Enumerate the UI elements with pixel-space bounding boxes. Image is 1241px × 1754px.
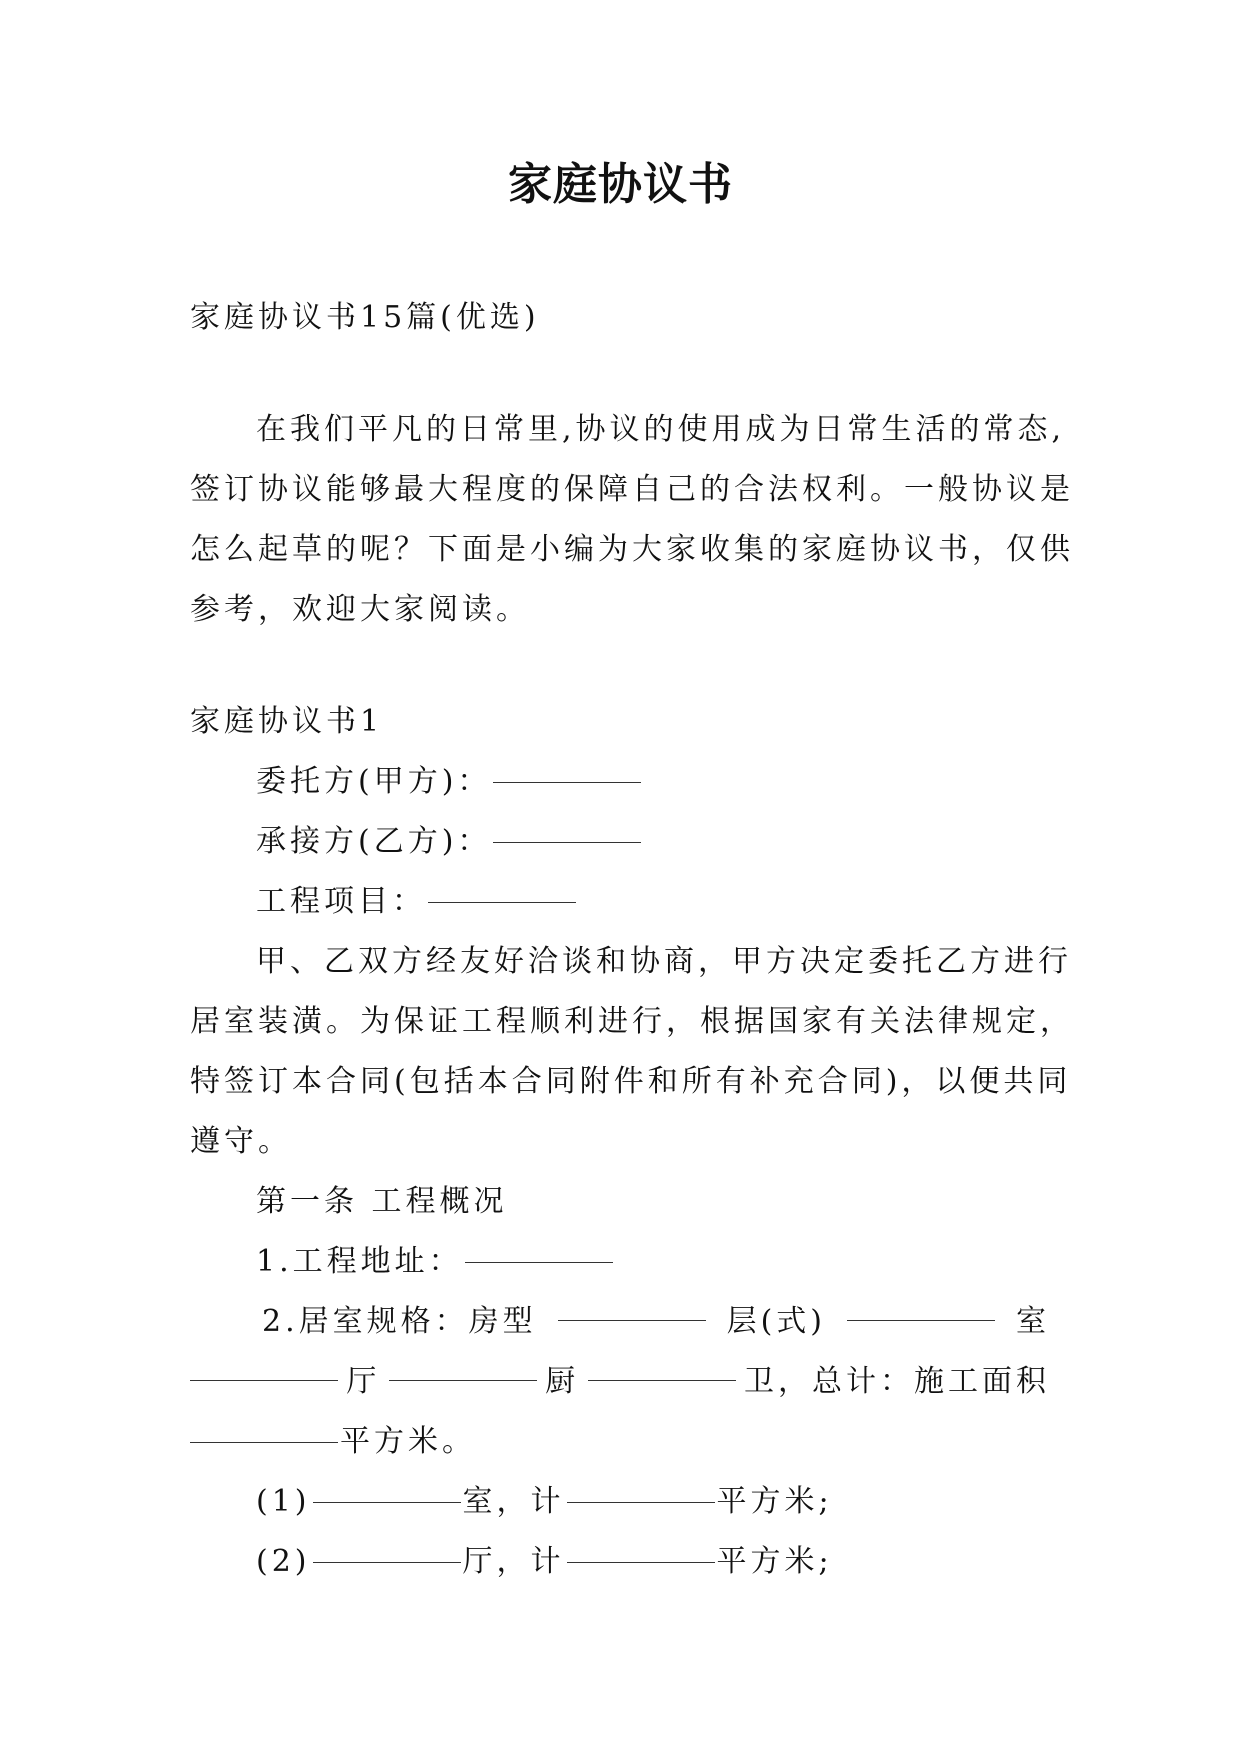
item-2-room: 室 [1015,1304,1050,1339]
sub-item-2-num: (2) [256,1544,311,1579]
item-2-hall: 厅 [346,1364,381,1399]
sub-item-2-unit: 平方米; [716,1544,833,1579]
sub-item-1-row [190,1472,1050,1532]
sub-item-1-unit: 平方米; [716,1484,833,1519]
house-type-blank [558,1284,706,1321]
project-label: 工程项目： [256,884,426,919]
sub-item-2-area-blank [567,1526,715,1563]
item-2-row-2 [190,1352,1050,1412]
intro-line-1: 在我们平凡的日常里,协议的使用成为日常生活的常态, [256,412,1066,447]
sub-item-1-num: (1) [256,1484,311,1519]
document-body [190,288,1074,1592]
item-2-bath-total: 卫，总计：施工面积 [743,1364,1050,1399]
party-a-row [190,752,1050,812]
intro-line-2: 签订协议能够最大程度的保障自己的合法权利。一般协议是 [190,472,1074,507]
project-row [190,872,1050,932]
intro-line-4: 参考，欢迎大家阅读。 [190,592,530,627]
floor-blank [847,1284,995,1321]
document-subtitle: 家庭协议书15篇(优选) [190,300,540,335]
party-b-blank [493,806,641,843]
section-heading: 家庭协议书1 [190,704,384,739]
hall-count-blank [389,1344,537,1381]
agreement-line-4: 遵守。 [190,1124,292,1159]
area-blank [190,1406,338,1443]
sub-item-2-row [190,1532,1050,1592]
document-title: 家庭协议书 [508,159,733,210]
sub-item-1-room-blank [313,1466,461,1503]
party-b-label: 承接方(乙方)： [256,824,492,859]
item-1-label: 1.工程地址： [256,1244,463,1279]
agreement-line-2: 居室装潢。为保证工程顺利进行，根据国家有关法律规定， [190,1004,1074,1039]
sub-item-1-area-blank [567,1466,715,1503]
item-2-row-1 [190,1292,1050,1352]
sub-item-2-room-blank [313,1526,461,1563]
party-a-blank [493,746,641,783]
article-1-heading: 第一条 工程概况 [256,1184,508,1219]
item-2-prefix: 2.居室规格：房型 [262,1304,537,1339]
item-1-blank [465,1226,613,1263]
item-2-kitchen: 厨 [545,1364,580,1399]
intro-line-3: 怎么起草的呢？下面是小编为大家收集的家庭协议书，仅供 [190,532,1074,567]
room-count-blank [190,1344,338,1381]
item-2-floor: 层(式) [726,1304,827,1339]
sub-item-2-kind: 厅，计 [462,1544,565,1579]
item-1-row [190,1232,1050,1292]
project-blank [428,866,576,903]
item-2-unit: 平方米。 [340,1424,476,1459]
agreement-line-3: 特签订本合同(包括本合同附件和所有补充合同)，以便共同 [190,1064,1072,1099]
party-b-row [190,812,1050,872]
kitchen-count-blank [588,1344,736,1381]
item-2-row-3 [190,1412,1050,1472]
party-a-label: 委托方(甲方)： [256,764,492,799]
agreement-line-1: 甲、乙双方经友好洽谈和协商，甲方决定委托乙方进行 [256,944,1072,979]
sub-item-1-kind: 室，计 [462,1484,565,1519]
